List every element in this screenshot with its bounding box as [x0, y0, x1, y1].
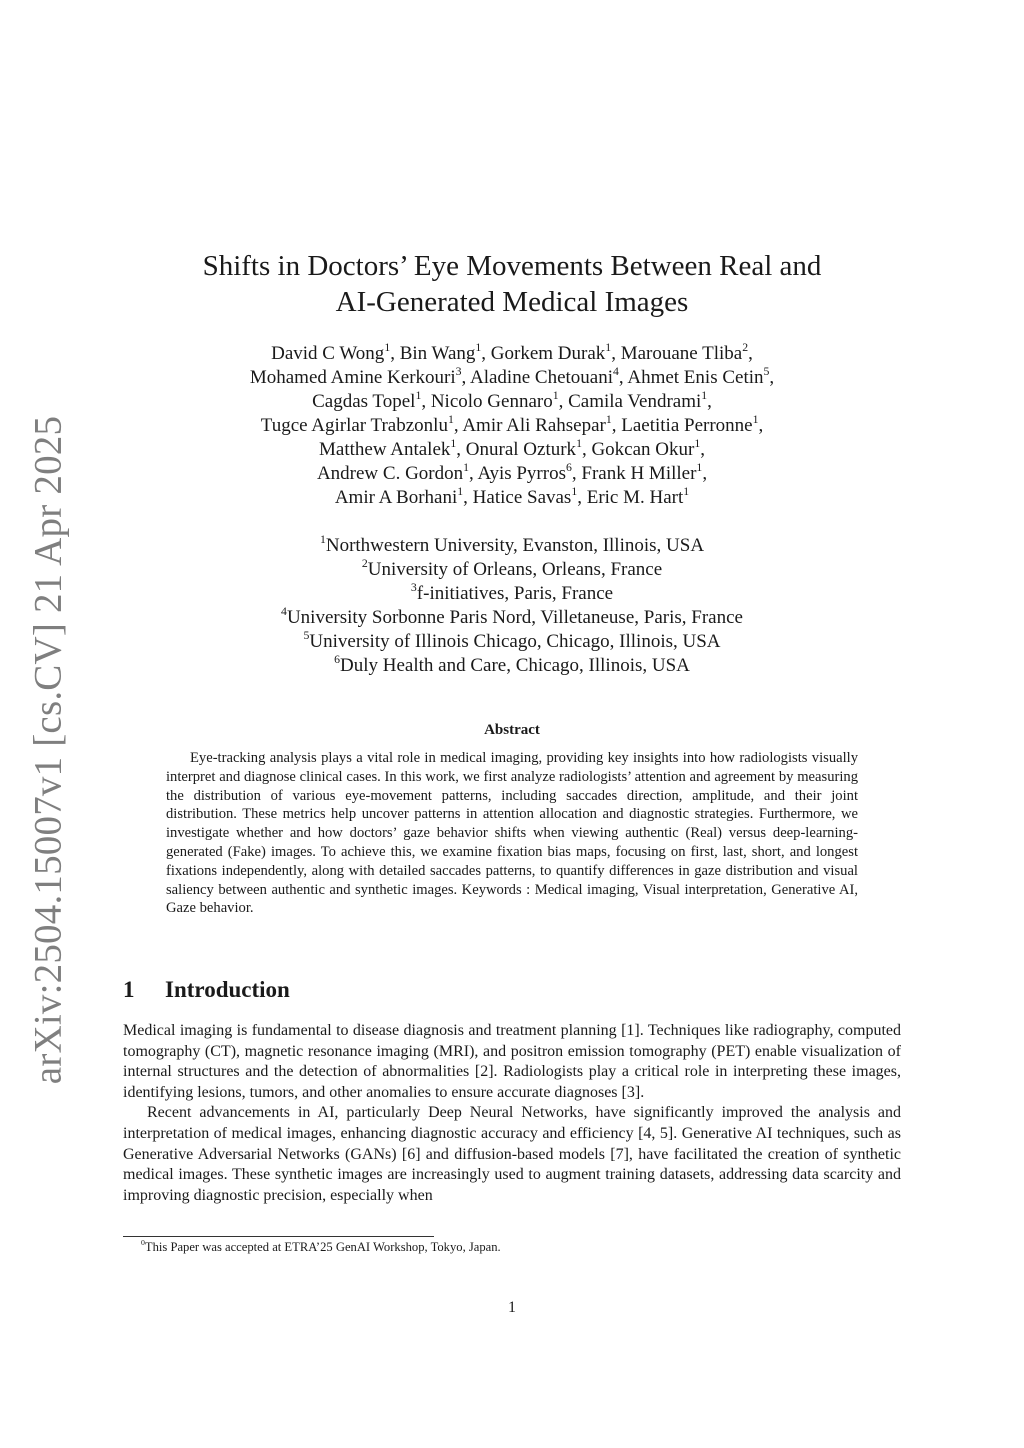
- author-name: Ayis Pyrros: [477, 463, 566, 484]
- author-line-2: Mohamed Amine Kerkouri$^3$, Aladine Chetouani$^4$, Ahmet Enis Cetin$^5$,: [249, 364, 775, 388]
- paragraph-1: Medical imaging is fundamental to disease diagnosis and treatment planning [1]. Techniques like radiography, computed tomography (CT), magnetic resonance imaging (MRI), and positron emission tomography (PET) enable visualization of internal structures and the detection of abnormalities [2]. Radiologists play a critical role in interpreting these images, identifying lesions, tumors, and other anomalies to ensure accurate diagnoses [3].: [123, 1022, 901, 1101]
- author-affiliation-mark: 1: [463, 460, 470, 474]
- author-name: Eric M. Hart: [586, 487, 684, 508]
- affiliation-text: University of Orleans, Orleans, France: [367, 559, 663, 580]
- affiliation-3: [0, 582, 1024, 606]
- author-affiliation-mark: 4: [613, 364, 619, 378]
- author-line-6: Andrew C. Gordon$^1$, Ayis Pyrros$^6$, Frank H Miller$^1$,: [316, 460, 708, 484]
- affiliation-mark: 5: [303, 628, 310, 642]
- author-name: Amir A Borhani: [334, 487, 458, 508]
- author-name: Cagdas Topel: [312, 391, 416, 412]
- author-name: Matthew Antalek: [319, 439, 451, 460]
- author-affiliation-mark: 3: [455, 364, 462, 378]
- author-name: Gokcan Okur: [591, 439, 695, 460]
- abstract-heading: Abstract: [484, 722, 540, 738]
- author-name: Camila Vendrami: [568, 391, 702, 412]
- author-affiliation-mark: 1: [571, 484, 578, 498]
- affiliation-4: [0, 606, 1024, 630]
- author-affiliation-mark: 1: [696, 460, 703, 474]
- author-name: Aladine Chetouani: [470, 367, 613, 388]
- affiliation-mark: 6: [334, 652, 341, 666]
- author-name: Tugce Agirlar Trabzonlu: [260, 415, 448, 436]
- section-number: 1: [123, 977, 135, 1002]
- author-name: Laetitia Perronne: [621, 415, 753, 436]
- author-affiliation-mark: 1: [683, 484, 690, 498]
- author-affiliation-mark: 1: [457, 484, 464, 498]
- affiliation-text: University of Illinois Chicago, Chicago, Illinois, USA: [309, 631, 721, 652]
- paragraph-2: Recent advancements in AI, particularly Deep Neural Networks, have significantly improved the analysis and interpretation of medical images, enhancing diagnostic accuracy and efficiency [4, 5]. Generative AI techniques, such as Generative Adversarial Networks (GANs) [6] and diffusion-based models [7], have facilitated the creation of synthetic medical images. These synthetic images are increasingly used to augment training datasets, addressing data scarcity and improving diagnostic precision, especially when: [123, 1104, 901, 1204]
- author-affiliation-mark: 1: [605, 340, 612, 354]
- page-number: 1: [508, 1299, 516, 1316]
- affiliation-1: [0, 534, 1024, 558]
- affiliation-mark: 3: [410, 580, 417, 594]
- title-line-1: Shifts in Doctors’ Eye Movements Between Real and: [202, 250, 822, 282]
- affiliation-text: University Sorbonne Paris Nord, Villetaneuse, Paris, France: [286, 607, 743, 628]
- author-name: Mohamed Amine Kerkouri: [249, 367, 456, 388]
- author-name: Hatice Savas: [472, 487, 572, 508]
- abstract-text: Eye-tracking analysis plays a vital role in medical imaging, providing key insights into how radiologists visually interpret and diagnose clinical cases. In this work, we first analyze radiologists’ attention and agreement by measuring the distribution of various eye-movement patterns, including saccades direction, amplitude, and their joint distribution. These metrics help uncover patterns in attention allocation and diagnostic strategies. Furthermore, we investigate whether and how doctors’ gaze behavior shifts when viewing authentic (Real) versus deep-learning-generated (Fake) images. To achieve this, we examine fixation bias maps, focusing on first, last, short, and longest fixations independently, along with detailed saccades patterns, to quantify differences in gaze distribution and visual saliency between authentic and synthetic images. Keywords : Medical imaging, Visual interpretation, Generative AI, Gaze behavior.: [166, 750, 858, 917]
- author-affiliation-mark: 1: [752, 412, 759, 426]
- affiliation-list: [0, 534, 1024, 678]
- affiliation-mark: 4: [281, 604, 287, 618]
- author-affiliation-mark: 1: [694, 436, 701, 450]
- author-line-1: David C Wong$^1$, Bin Wang$^1$, Gorkem Durak$^1$, Marouane Tliba$^2$,: [271, 340, 753, 364]
- footnote-text: This Paper was accepted at ETRA’25 GenAI Workshop, Tokyo, Japan.: [144, 1240, 501, 1254]
- author-affiliation-mark: 6: [565, 460, 572, 474]
- author-name: Gorkem Durak: [490, 343, 606, 364]
- author-affiliation-mark: 1: [450, 436, 457, 450]
- arxiv-identifier: arXiv:2504.15007v1 [cs.CV] 21 Apr 2025: [26, 415, 70, 1085]
- affiliation-text: Duly Health and Care, Chicago, Illinois, USA: [340, 655, 690, 676]
- author-affiliation-mark: 1: [576, 436, 582, 450]
- affiliation-text: Northwestern University, Evanston, Illinois, USA: [325, 535, 705, 556]
- author-affiliation-mark: 2: [742, 340, 749, 354]
- author-affiliation-mark: 1: [447, 412, 454, 426]
- author-affiliation-mark: 1: [415, 388, 422, 402]
- title-line-2: AI-Generated Medical Images: [335, 286, 689, 318]
- author-name: Amir Ali Rahsepar: [462, 415, 606, 436]
- introduction-body: [123, 1021, 901, 1206]
- author-line-4: Tugce Agirlar Trabzonlu$^1$, Amir Ali Rahsepar$^1$, Laetitia Perronne$^1$,: [260, 412, 764, 436]
- paper-title: [0, 248, 1024, 320]
- section-heading-introduction: [123, 977, 290, 1003]
- author-name: Andrew C. Gordon: [316, 463, 464, 484]
- author-name: Marouane Tliba: [620, 343, 743, 364]
- author-affiliation-mark: 1: [384, 340, 391, 354]
- author-line-7: Amir A Borhani$^1$, Hatice Savas$^1$, Eric M. Hart$^1$: [334, 484, 690, 508]
- author-line-3: Cagdas Topel$^1$, Nicolo Gennaro$^1$, Camila Vendrami$^1$,: [312, 388, 712, 412]
- author-affiliation-mark: 1: [605, 412, 612, 426]
- affiliation-2: [0, 558, 1024, 582]
- author-name: Nicolo Gennaro: [430, 391, 553, 412]
- section-title: Introduction: [165, 977, 290, 1002]
- footnote: [141, 1240, 501, 1255]
- affiliation-5: [0, 630, 1024, 654]
- author-affiliation-mark: 1: [475, 340, 482, 354]
- author-name: Bin Wang: [399, 343, 476, 364]
- author-affiliation-mark: 1: [552, 388, 559, 402]
- author-affiliation-mark: 5: [763, 364, 770, 378]
- affiliation-mark: 2: [361, 556, 368, 570]
- footnote-mark: 0: [141, 1238, 145, 1248]
- affiliation-6: [0, 654, 1024, 678]
- author-affiliation-mark: 1: [701, 388, 708, 402]
- affiliation-text: f-initiatives, Paris, France: [416, 583, 614, 604]
- author-list: [0, 342, 1024, 510]
- author-name: Onural Ozturk: [465, 439, 577, 460]
- author-line-5: Matthew Antalek$^1$, Onural Ozturk$^1$, Gokcan Okur$^1$,: [319, 436, 705, 460]
- affiliation-mark: 1: [319, 532, 326, 546]
- footnote-divider: [123, 1236, 434, 1237]
- author-name: Ahmet Enis Cetin: [627, 367, 764, 388]
- author-name: David C Wong: [271, 343, 385, 364]
- author-name: Frank H Miller: [581, 463, 697, 484]
